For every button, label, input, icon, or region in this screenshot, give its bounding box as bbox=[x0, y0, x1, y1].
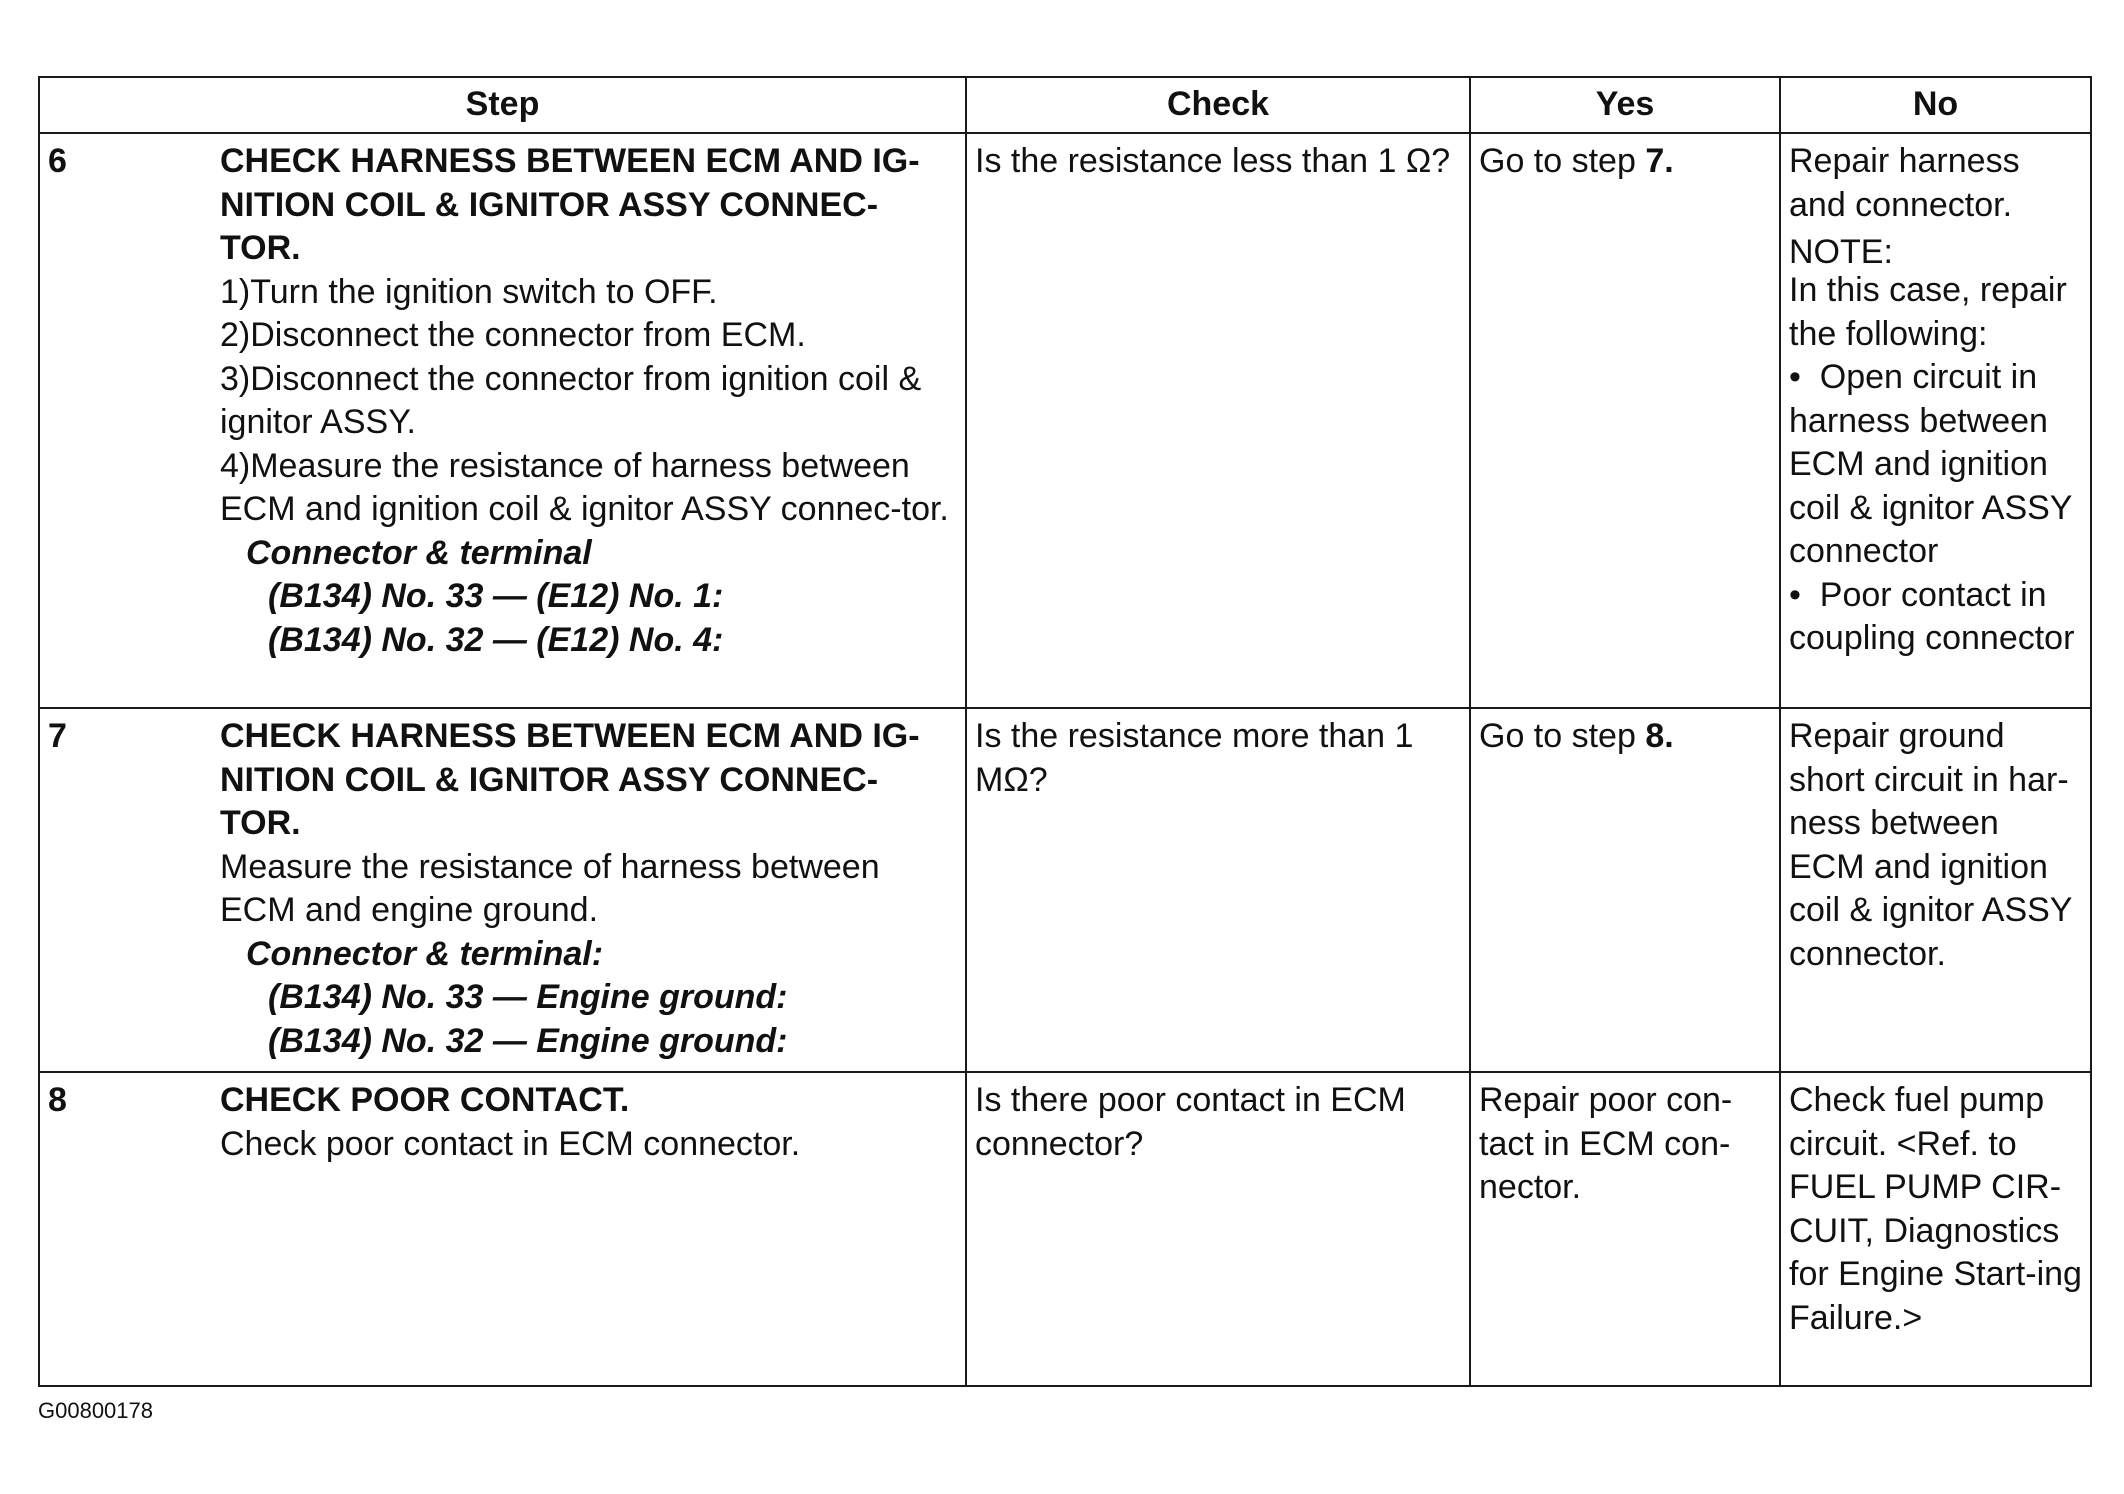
procedure-item: 1)Turn the ignition switch to OFF. bbox=[220, 272, 718, 311]
connector-heading: Connector & terminal bbox=[246, 533, 592, 572]
procedure-item: 3)Disconnect the connector from ignition coil & ignitor ASSY. bbox=[220, 359, 922, 441]
step-title: CHECK POOR CONTACT. bbox=[220, 1081, 630, 1119]
check-cell: Is the resistance less than 1 Ω? bbox=[966, 133, 1470, 708]
procedure-item: Check poor contact in ECM connector. bbox=[220, 1124, 801, 1163]
connector-heading: Connector & terminal: bbox=[246, 934, 604, 973]
connector-line: (B134) No. 33 — Engine ground: bbox=[268, 978, 788, 1016]
note-bullet bbox=[1789, 574, 2082, 661]
figure-code: G00800178 bbox=[38, 1398, 153, 1423]
step-cell bbox=[39, 1072, 966, 1386]
bullet-icon: • bbox=[1789, 575, 1820, 614]
header-no: No bbox=[1780, 77, 2091, 133]
step-title: CHECK HARNESS BETWEEN ECM AND IG-NITION COIL & IGNITOR ASSY CONNEC-TOR. bbox=[220, 142, 920, 267]
no-cell bbox=[1780, 133, 2091, 708]
header-check: Check bbox=[966, 77, 1470, 133]
step-number: 8 bbox=[48, 1081, 67, 1119]
no-action: Repair harness and connector. bbox=[1789, 142, 2020, 224]
no-cell bbox=[1780, 708, 2091, 1072]
note-label: NOTE: bbox=[1789, 233, 1893, 271]
note-block bbox=[1789, 235, 2082, 661]
step-cell bbox=[39, 133, 966, 708]
table-row-step-6 bbox=[39, 133, 2091, 708]
table-row-step-7 bbox=[39, 708, 2091, 1072]
no-action: Check fuel pump circuit. <Ref. to FUEL PUMP CIR-CUIT, Diagnostics for Engine Start-ing Failure.> bbox=[1789, 1081, 2082, 1337]
connector-line: (B134) No. 32 — (E12) No. 4: bbox=[268, 620, 724, 659]
bullet-text: Poor contact in coupling connector bbox=[1789, 575, 2075, 657]
no-action: Repair ground short circuit in har-ness between ECM and ignition coil & ignitor ASSY connector. bbox=[1789, 717, 2072, 973]
bullet-icon: • bbox=[1789, 358, 1820, 396]
note-bullet bbox=[1789, 356, 2082, 574]
table-row-step-8 bbox=[39, 1072, 2091, 1386]
next-step-ref: 7. bbox=[1645, 142, 1674, 180]
yes-cell bbox=[1470, 133, 1780, 708]
check-cell: Is the resistance more than 1 MΩ? bbox=[966, 708, 1470, 1072]
step-number: 6 bbox=[48, 142, 67, 180]
step-cell bbox=[39, 708, 966, 1072]
connector-line: (B134) No. 32 — Engine ground: bbox=[268, 1021, 788, 1060]
procedure-list bbox=[220, 846, 953, 933]
check-cell: Is there poor contact in ECM connector? bbox=[966, 1072, 1470, 1386]
yes-cell bbox=[1470, 708, 1780, 1072]
no-cell bbox=[1780, 1072, 2091, 1386]
step-title: CHECK HARNESS BETWEEN ECM AND IG-NITION COIL & IGNITOR ASSY CONNEC-TOR. bbox=[220, 717, 920, 842]
bullet-text: Open circuit in harness between ECM and ignition coil & ignitor ASSY connector bbox=[1789, 358, 2072, 570]
procedure-item: Measure the resistance of harness between ECM and engine ground. bbox=[220, 847, 880, 929]
connector-spec bbox=[220, 532, 953, 663]
yes-cell: Repair poor con-tact in ECM con-nector. bbox=[1470, 1072, 1780, 1386]
yes-text: Go to step bbox=[1479, 142, 1646, 180]
table-header-row bbox=[39, 77, 2091, 133]
diagnostic-table bbox=[38, 76, 2092, 1387]
header-yes: Yes bbox=[1470, 77, 1780, 133]
step-number: 7 bbox=[48, 717, 67, 755]
yes-text: Go to step bbox=[1479, 717, 1646, 755]
procedure-item: 4)Measure the resistance of harness between ECM and ignition coil & ignitor ASSY connec-tor. bbox=[220, 446, 949, 528]
header-step: Step bbox=[39, 77, 966, 133]
connector-spec bbox=[220, 933, 953, 1064]
procedure-item: 2)Disconnect the connector from ECM. bbox=[220, 316, 806, 354]
procedure-list bbox=[220, 1123, 953, 1167]
procedure-list bbox=[220, 271, 953, 532]
connector-line: (B134) No. 33 — (E12) No. 1: bbox=[268, 577, 724, 615]
note-intro: In this case, repair the following: bbox=[1789, 271, 2067, 353]
next-step-ref: 8. bbox=[1645, 717, 1674, 755]
